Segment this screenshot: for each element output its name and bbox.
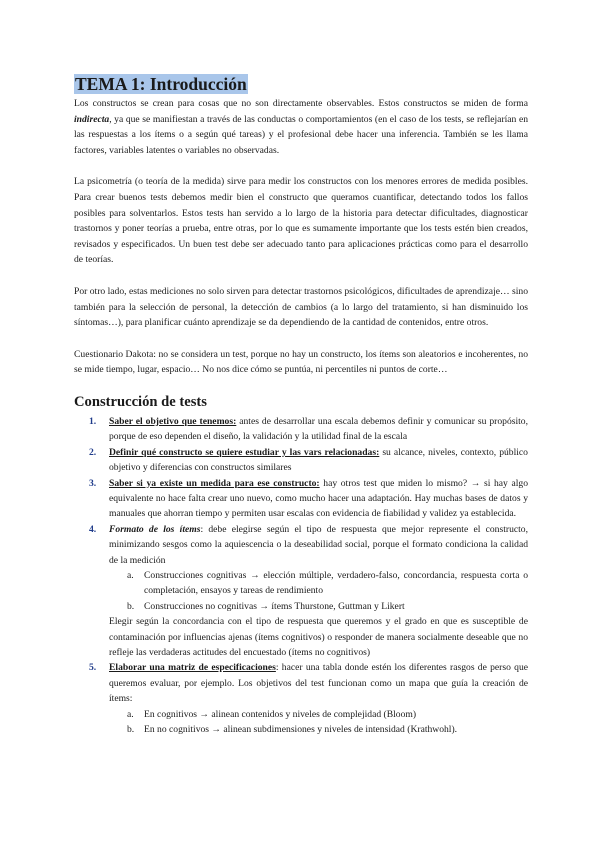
step-text: hay otros test que miden lo mismo? → si hay algo equivalente no hace falta crear uno nuevo, como mucho hacer una adaptación. Hay muchas bases de datos y manuales que ahorran tiempo y permiten usar escalas con evidencia de fiabilidad y validez ya establecida.	[109, 477, 529, 520]
sub-text: Construcciones no cognitivas → ítems Thurstone, Guttman y Likert	[144, 600, 405, 612]
sub-letter: b.	[127, 724, 135, 736]
list-item	[74, 660, 528, 737]
step-heading: Elaborar una matriz de especificaciones	[109, 662, 276, 674]
step-text: antes de desarrollar una escala debemos definir y comunicar su propósito, porque de eso dependen el diseño, la validación y la utilidad final de la escala	[109, 415, 528, 443]
steps-list	[74, 414, 528, 738]
sub-letter: a.	[127, 708, 134, 720]
sub-list-item	[109, 599, 528, 614]
step-heading: Formato de los ítems	[109, 523, 201, 535]
paragraph-mediciones: Por otro lado, estas mediciones no solo sirven para detectar trastornos psicológicos, dificultades de aprendizaje… sino también para la selección de personal, la detección de cambios (a lo largo del tratamiento, si han disminuido los síntomas…), para planificar cuánto aprendizaje se da dependiendo de la cantidad de contenidos, entre otros.	[74, 285, 528, 329]
sub-list-item	[109, 722, 528, 737]
list-number: 5.	[89, 662, 97, 674]
section-heading: Construcción de tests	[74, 393, 207, 410]
page-title	[74, 74, 528, 94]
step-text: : debe elegirse según el tipo de respuesta que mejor represente el constructo, minimizando sesgos como la aquiescencia o la deseabilidad social, porque el formato condiciona la calidad de la medición	[109, 523, 528, 566]
paragraph-psicometria: La psicometría (o teoría de la medida) sirve para medir los constructos con los menores errores de medida posibles. Para crear buenos tests debemos medir bien el constructo que queramos cuantificar, detectando todos los fallos posibles para solventarlos. Estos tests han servido a lo largo de la historia para detectar dificultades, diagnosticar trastornos y poner teorías a prueba, entre otras, por lo que es sumamente importante que los tests estén bien creados, revisados y especificados. Un buen test debe ser adecuado tanto para aplicaciones prácticas como para el desarrollo de teorías.	[74, 176, 528, 266]
list-number: 1.	[89, 415, 97, 427]
sub-list-item	[109, 568, 528, 599]
list-item	[74, 476, 528, 522]
paragraph-text: Los constructos se crean para cosas que no son directamente observables. Estos constructos se miden de forma	[74, 98, 528, 109]
sub-list-item	[109, 707, 528, 722]
list-item	[74, 445, 528, 476]
emphasis-indirecta: indirecta	[74, 113, 110, 125]
sub-list	[109, 568, 528, 614]
step-heading: Saber si ya existe un medida para ese constructo:	[109, 477, 320, 489]
list-number: 4.	[89, 523, 97, 535]
list-item	[74, 522, 528, 661]
sub-text: En no cognitivos → alinean subdimensiones y niveles de intensidad (Krathwohl).	[144, 724, 458, 736]
list-item	[74, 414, 528, 445]
paragraph-text: , ya que se manifiestan a través de las conductas o comportamientos (en el caso de los tests, se reflejarían en las respuestas a los ítems o a según qué tareas) y el profesional debe hacer una inferencia. También se les llama factores, variables latentes o variables no observadas.	[74, 113, 528, 156]
step-note: Elegir según la concordancia con el tipo de respuesta que queremos y el grado en que es susceptible de contaminación por influencias ajenas (ítems cognitivos) o responder de manera socialmente deseable que no refleje las verdaderas actitudes del encuestado (ítems no cognitivos)	[109, 616, 528, 658]
step-heading: Saber el objetivo que tenemos:	[109, 415, 237, 427]
step-text: su alcance, niveles, contexto, público objetivo y diferencias con constructos similares	[109, 446, 528, 474]
step-heading: Definir qué constructo se quiere estudiar y las vars relacionadas:	[109, 446, 380, 458]
paragraph-dakota: Cuestionario Dakota: no se considera un test, porque no hay un constructo, los ítems son aleatorios e incoherentes, no se mide tiempo, lugar, espacio… No nos dice cómo se puntúa, ni percentiles ni puntos de corte…	[74, 348, 528, 376]
document-content	[74, 74, 528, 737]
page-title-text: TEMA 1: Introducción	[75, 74, 247, 94]
list-number: 2.	[89, 446, 97, 458]
sub-list	[109, 707, 528, 738]
sub-letter: b.	[127, 600, 135, 612]
sub-text: Construcciones cognitivas → elección múltiple, verdadero-falso, concordancia, respuesta corta o completación, ensayos y tareas de rendimiento	[144, 569, 528, 597]
list-number: 3.	[89, 477, 97, 489]
sub-text: En cognitivos → alinean contenidos y niveles de complejidad (Bloom)	[144, 708, 417, 720]
step-text: : hacer una tabla donde estén los diferentes rasgos de perso que queremos evaluar, por ejemplo. Los objetivos del test funcionan como un mapa que guía la creación de ítems:	[109, 662, 529, 705]
sub-letter: a.	[127, 569, 134, 581]
paragraph-constructos	[74, 96, 528, 158]
